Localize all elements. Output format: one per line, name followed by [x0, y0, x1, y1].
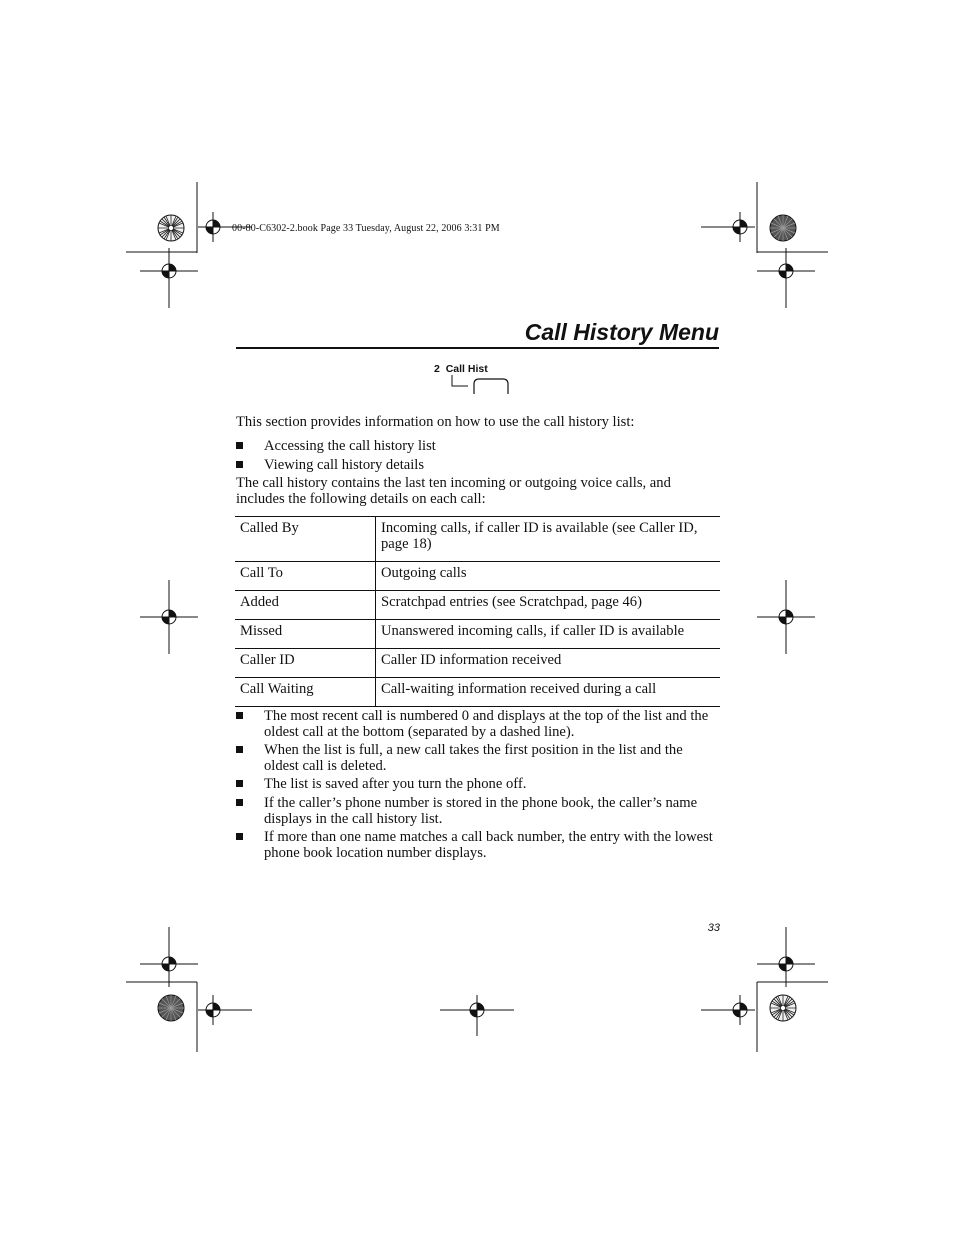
bullet-square-icon: [236, 799, 243, 806]
description-text: The call history contains the last ten incoming or outgoing voice calls, and includes the following details on each call:: [236, 475, 671, 507]
notes-list: [236, 708, 721, 861]
bullet-square-icon: [236, 833, 243, 840]
table-row: [235, 649, 720, 678]
table-term: Missed: [235, 620, 376, 649]
menu-key-text: Call Hist: [445, 363, 488, 375]
table-row: [235, 678, 720, 707]
table-term: Caller ID: [235, 649, 376, 678]
table-definition: Caller ID information received: [376, 649, 721, 678]
bullet-square-icon: [236, 461, 243, 468]
list-item: When the list is full, a new call takes the first position in the list and the oldest call is deleted.: [236, 742, 721, 774]
soft-key-icon: [446, 374, 512, 396]
list-item: If the caller’s phone number is stored in the phone book, the caller’s name displays in the call history list.: [236, 795, 721, 827]
page-title: Call History Menu: [524, 319, 719, 345]
list-item: The most recent call is numbered 0 and displays at the top of the list and the oldest call at the bottom (separated by a dashed line).: [236, 708, 721, 740]
bullet-square-icon: [236, 712, 243, 719]
table-term: Added: [235, 591, 376, 620]
table-row: [235, 591, 720, 620]
bullet-square-icon: [236, 746, 243, 753]
table-definition: Scratchpad entries (see Scratchpad, page 46): [376, 591, 721, 620]
table-definition: Outgoing calls: [376, 562, 721, 591]
table-term: Called By: [235, 517, 376, 562]
menu-key-number: 2: [434, 363, 440, 375]
bullet-square-icon: [236, 780, 243, 787]
title-rule: [236, 347, 719, 349]
list-item: The list is saved after you turn the phone off.: [236, 776, 721, 792]
table-definition: Incoming calls, if caller ID is available (see Caller ID, page 18): [376, 517, 721, 562]
table-term: Call Waiting: [235, 678, 376, 707]
topic-list: [236, 438, 721, 473]
table-row: [235, 517, 720, 562]
list-item: If more than one name matches a call back number, the entry with the lowest phone book location number displays.: [236, 829, 721, 861]
table-definition: Call-waiting information received during a call: [376, 678, 721, 707]
bullet-square-icon: [236, 442, 243, 449]
page-number: 33: [707, 922, 720, 934]
table-definition: Unanswered incoming calls, if caller ID is available: [376, 620, 721, 649]
list-item: Accessing the call history list: [236, 438, 721, 454]
file-header: 00-80-C6302-2.book Page 33 Tuesday, August 22, 2006 3:31 PM: [232, 223, 500, 234]
intro-text: This section provides information on how to use the call history list:: [236, 414, 635, 430]
table-row: [235, 620, 720, 649]
table-term: Call To: [235, 562, 376, 591]
call-details-table: [235, 516, 720, 707]
list-item: Viewing call history details: [236, 457, 721, 473]
table-row: [235, 562, 720, 591]
